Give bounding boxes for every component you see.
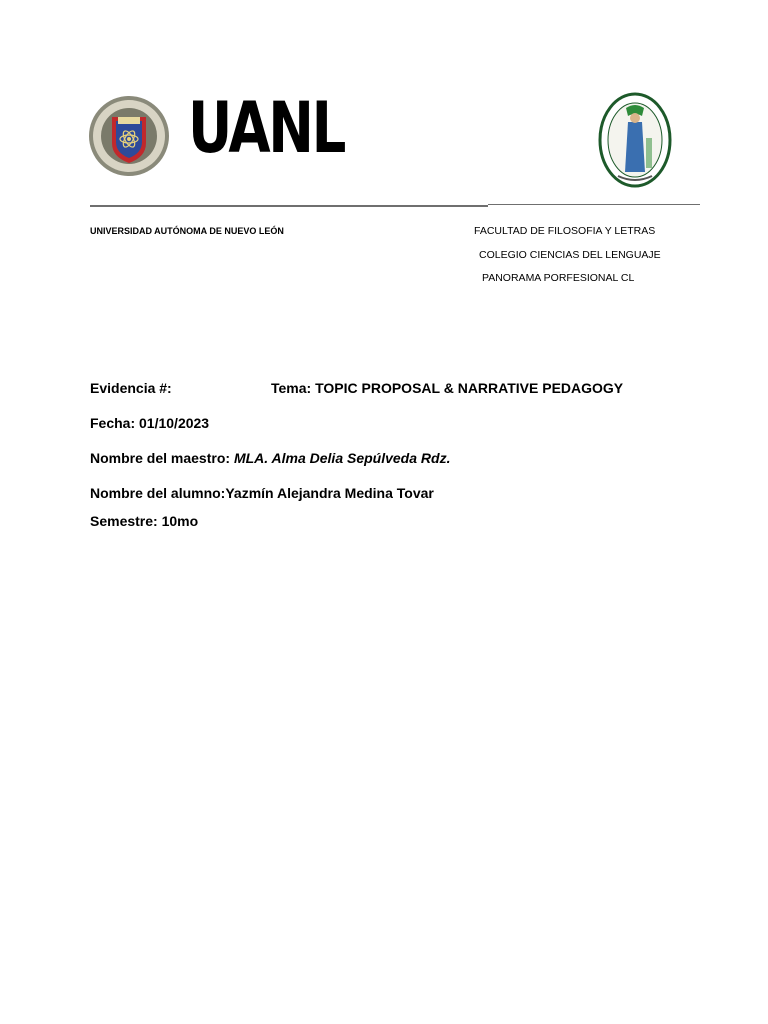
semestre-value: 10mo <box>161 513 199 529</box>
maestro-value: MLA. Alma Delia Sepúlveda Rdz. <box>233 450 451 466</box>
fecha-value: 01/10/2023 <box>139 415 210 431</box>
college-name: COLEGIO CIENCIAS DEL LENGUAJE <box>479 249 661 261</box>
maestro-label: Nombre del maestro: <box>90 450 231 466</box>
uanl-wordmark: UANL <box>188 87 345 169</box>
faculty-name: FACULTAD DE FILOSOFIA Y LETRAS <box>474 225 656 237</box>
semestre-label: Semestre: <box>90 513 158 529</box>
maestro-row <box>90 450 450 466</box>
semestre-row <box>90 513 198 529</box>
course-name: PANORAMA PORFESIONAL CL <box>482 272 635 284</box>
ffyl-seal <box>598 92 672 188</box>
evidencia-row <box>90 380 172 396</box>
uanl-seal <box>88 95 170 177</box>
fecha-row <box>90 415 209 431</box>
fecha-label: Fecha: <box>90 415 136 431</box>
tema-label: Tema: <box>271 380 312 396</box>
alumno-row <box>90 485 434 501</box>
alumno-value: Yazmín Alejandra Medina Tovar <box>225 485 434 501</box>
tema-value: TOPIC PROPOSAL & NARRATIVE PEDAGOGY <box>315 380 624 396</box>
alumno-label: Nombre del alumno: <box>90 485 226 501</box>
university-name: UNIVERSIDAD AUTÓNOMA DE NUEVO LEÓN <box>90 226 284 236</box>
evidencia-label: Evidencia #: <box>90 380 172 396</box>
header-rule-right <box>488 204 700 205</box>
tema-row <box>271 380 623 396</box>
header-rule-left <box>90 205 488 207</box>
